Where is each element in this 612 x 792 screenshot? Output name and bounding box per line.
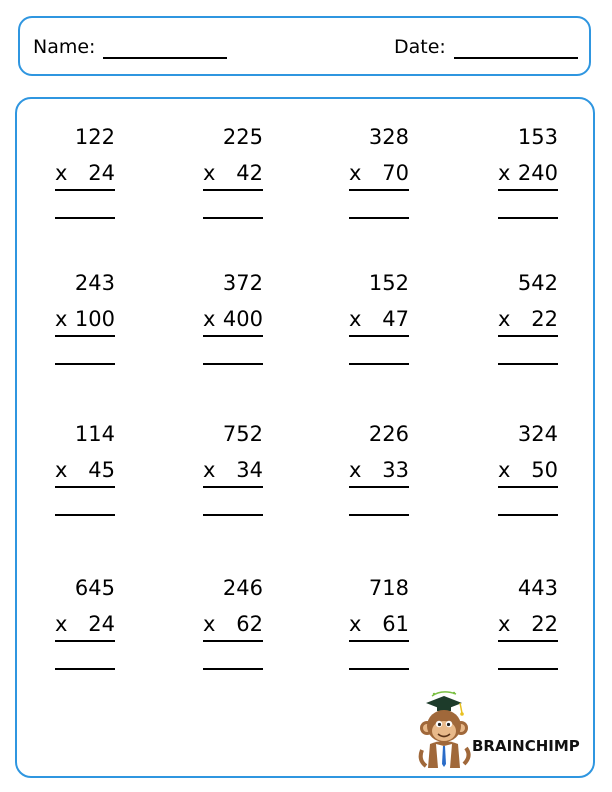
answer-line[interactable]: [203, 217, 263, 219]
answer-line[interactable]: [55, 514, 115, 516]
problem-bottom-number: 34: [236, 458, 263, 482]
problem-12: [498, 407, 570, 519]
problem-top-number: 246: [222, 576, 263, 600]
problem-top-number: 542: [517, 271, 558, 295]
multiply-sign: x: [498, 612, 511, 636]
multiply-rule: [349, 486, 409, 488]
problem-10: [203, 407, 275, 519]
problem-bottom-number: 62: [236, 612, 263, 636]
problem-bottom-number: 100: [74, 307, 115, 331]
problem-13: [55, 561, 127, 673]
problem-15: [349, 561, 421, 673]
answer-line[interactable]: [203, 668, 263, 670]
problem-16: [498, 561, 570, 673]
multiply-sign: x: [349, 458, 362, 482]
problem-7: [349, 256, 421, 368]
problem-6: [203, 256, 275, 368]
multiply-rule: [55, 640, 115, 642]
multiply-sign: x: [349, 612, 362, 636]
multiply-sign: x: [498, 307, 511, 331]
multiply-sign: x: [55, 612, 68, 636]
name-label: Name:: [33, 36, 96, 58]
problem-top-number: 243: [74, 271, 115, 295]
problem-bottom-number: 22: [531, 307, 558, 331]
brainchimp-logo: [412, 688, 582, 773]
problem-top-number: 372: [222, 271, 263, 295]
problem-1: [55, 110, 127, 222]
problem-top-number: 153: [517, 125, 558, 149]
answer-line[interactable]: [349, 668, 409, 670]
date-label: Date:: [394, 36, 446, 58]
problem-14: [203, 561, 275, 673]
answer-line[interactable]: [349, 217, 409, 219]
answer-line[interactable]: [55, 363, 115, 365]
multiply-rule: [498, 335, 558, 337]
problem-bottom-number: 33: [382, 458, 409, 482]
multiply-rule: [498, 486, 558, 488]
problem-9: [55, 407, 127, 519]
problem-5: [55, 256, 127, 368]
problem-top-number: 324: [517, 422, 558, 446]
multiply-rule: [349, 335, 409, 337]
problem-bottom-number: 24: [88, 612, 115, 636]
problem-bottom-number: 47: [382, 307, 409, 331]
problem-bottom-number: 42: [236, 161, 263, 185]
monkey-icon: [420, 710, 469, 768]
problem-top-number: 226: [368, 422, 409, 446]
answer-line[interactable]: [55, 668, 115, 670]
problem-bottom-number: 24: [88, 161, 115, 185]
multiply-sign: x: [498, 458, 511, 482]
multiply-rule: [349, 640, 409, 642]
problem-bottom-number: 50: [531, 458, 558, 482]
brainchimp-logo-text: BRAINCHIMP: [472, 737, 580, 755]
multiply-rule: [498, 189, 558, 191]
problem-bottom-number: 240: [517, 161, 558, 185]
problem-bottom-number: 22: [531, 612, 558, 636]
multiply-sign: x: [203, 458, 216, 482]
answer-line[interactable]: [55, 217, 115, 219]
multiply-rule: [55, 335, 115, 337]
multiply-rule: [203, 486, 263, 488]
answer-line[interactable]: [203, 514, 263, 516]
problem-top-number: 114: [74, 422, 115, 446]
name-line[interactable]: [103, 57, 227, 59]
problem-top-number: 718: [368, 576, 409, 600]
problems-box: [15, 97, 595, 778]
answer-line[interactable]: [498, 668, 558, 670]
multiply-sign: x: [55, 161, 68, 185]
multiply-rule: [349, 189, 409, 191]
header-box: [18, 16, 591, 76]
answer-line[interactable]: [498, 217, 558, 219]
answer-line[interactable]: [203, 363, 263, 365]
problem-3: [349, 110, 421, 222]
problem-bottom-number: 61: [382, 612, 409, 636]
problem-bottom-number: 70: [382, 161, 409, 185]
problem-bottom-number: 45: [88, 458, 115, 482]
multiply-rule: [55, 189, 115, 191]
multiply-sign: x: [498, 161, 511, 185]
problem-top-number: 645: [74, 576, 115, 600]
multiply-sign: x: [55, 307, 68, 331]
answer-line[interactable]: [349, 514, 409, 516]
answer-line[interactable]: [498, 514, 558, 516]
multiply-sign: x: [203, 161, 216, 185]
problem-top-number: 443: [517, 576, 558, 600]
multiply-rule: [498, 640, 558, 642]
date-line[interactable]: [454, 57, 578, 59]
problem-2: [203, 110, 275, 222]
multiply-rule: [203, 640, 263, 642]
multiply-rule: [203, 335, 263, 337]
multiply-rule: [203, 189, 263, 191]
problem-top-number: 752: [222, 422, 263, 446]
multiply-rule: [55, 486, 115, 488]
multiply-sign: x: [349, 307, 362, 331]
multiply-sign: x: [203, 612, 216, 636]
answer-line[interactable]: [498, 363, 558, 365]
problem-top-number: 152: [368, 271, 409, 295]
problem-11: [349, 407, 421, 519]
problem-top-number: 225: [222, 125, 263, 149]
multiply-sign: x: [349, 161, 362, 185]
problem-8: [498, 256, 570, 368]
multiply-sign: x: [55, 458, 68, 482]
problem-top-number: 328: [368, 125, 409, 149]
multiply-sign: x: [203, 307, 216, 331]
problem-4: [498, 110, 570, 222]
problem-top-number: 122: [74, 125, 115, 149]
answer-line[interactable]: [349, 363, 409, 365]
problem-bottom-number: 400: [222, 307, 263, 331]
